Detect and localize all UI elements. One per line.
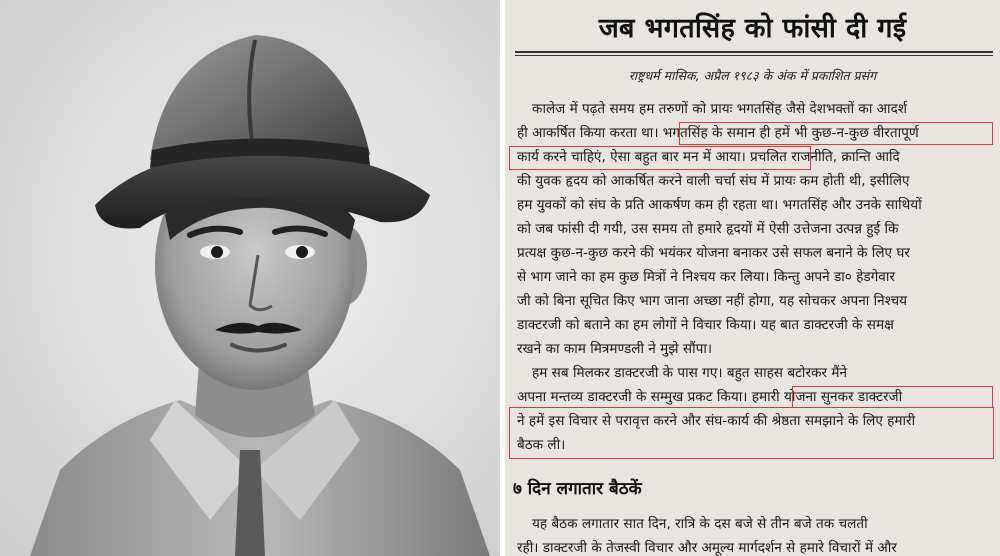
- text-line: ही आकर्षित किया करता था। भगतसिंह के समान ही हमें भी कुछ-न-कुछ वीरतापूर्ण: [517, 125, 919, 141]
- highlight-box: [509, 146, 811, 170]
- text-line: ने हमें इस विचार से परावृत्त करने और संघ-कार्य की श्रेष्ठता समझाने के लिए हमारी: [517, 413, 916, 429]
- highlight-box: [509, 407, 994, 459]
- text-line: रखने का काम मित्रमण्डली ने मुझे सौंपा।: [517, 341, 713, 357]
- title-rule-thin: [515, 55, 993, 56]
- text-line: कार्य करने चाहिएं, ऐसा बहुत बार मन में आया। प्रचलित राजनीति, क्रान्ति आदि: [517, 149, 900, 165]
- text-line: अपना मन्तव्य डाक्टरजी के सम्मुख प्रकट किया। हमारी योजना सुनकर डाक्टरजी: [517, 389, 903, 405]
- document-page: [505, 0, 1000, 556]
- highlight-box: [792, 386, 993, 408]
- text-line: प्रत्यक्ष कुछ-न-कुछ करने की भयंकर योजना बनाकर उसे सफल बनाने के लिए घर: [517, 245, 910, 261]
- text-line: बैठक ली।: [517, 437, 566, 453]
- text-line: कालेज में पढ़ते समय हम तरुणों को प्रायः भगतसिंह जैसे देशभक्तों का आदर्श: [532, 101, 908, 117]
- text-line: की युवक हृदय को आकर्षित करने वाली चर्चा संघ में प्रायः कम होती थी, इसीलिए: [517, 173, 910, 189]
- text-line: हम सब मिलकर डाक्टरजी के पास गए। बहुत साहस बटोरकर मैंने: [532, 365, 848, 381]
- text-line: यह बैठक लगातार सात दिन, रात्रि के दस बजे से तीन बजे तक चलती: [532, 516, 868, 532]
- text-line: जी को बिना सूचित किए भाग जाना अच्छा नहीं होगा, यह सोचकर अपना निश्चय: [517, 293, 907, 309]
- section-heading: ७ दिन लगातार बैठकें: [513, 479, 642, 499]
- highlight-box: [679, 122, 993, 145]
- title-rule: [515, 51, 993, 53]
- text-line: डाक्टरजी को बताने का हम लोगों ने विचार किया। यह बात डाक्टरजी के समक्ष: [517, 317, 894, 333]
- text-line: को जब फांसी दी गयी, उस समय तो हमारे हृदयों में ऐसी उत्तेजना उत्पन्न हुई कि: [517, 221, 899, 237]
- text-line: से भाग जाने का हम कुछ मित्रों ने निश्चय कर लिया। किन्तु अपने डा० हेडगेवार: [517, 269, 895, 285]
- text-line: रही। डाक्टरजी के तेजस्वी विचार और अमूल्य मार्गदर्शन से हमारे विचारों में और: [517, 540, 897, 556]
- document-title: जब भगतसिंह को फांसी दी गई: [598, 13, 907, 44]
- document-subtitle: राष्ट्रधर्म मासिक, अप्रैल १९८३ के अंक में प्रकाशित प्रसंग: [628, 68, 877, 83]
- text-line: हम युवकों को संघ के प्रति आकर्षण कम ही रहता था। भगतसिंह और उनके साथियों: [517, 197, 922, 213]
